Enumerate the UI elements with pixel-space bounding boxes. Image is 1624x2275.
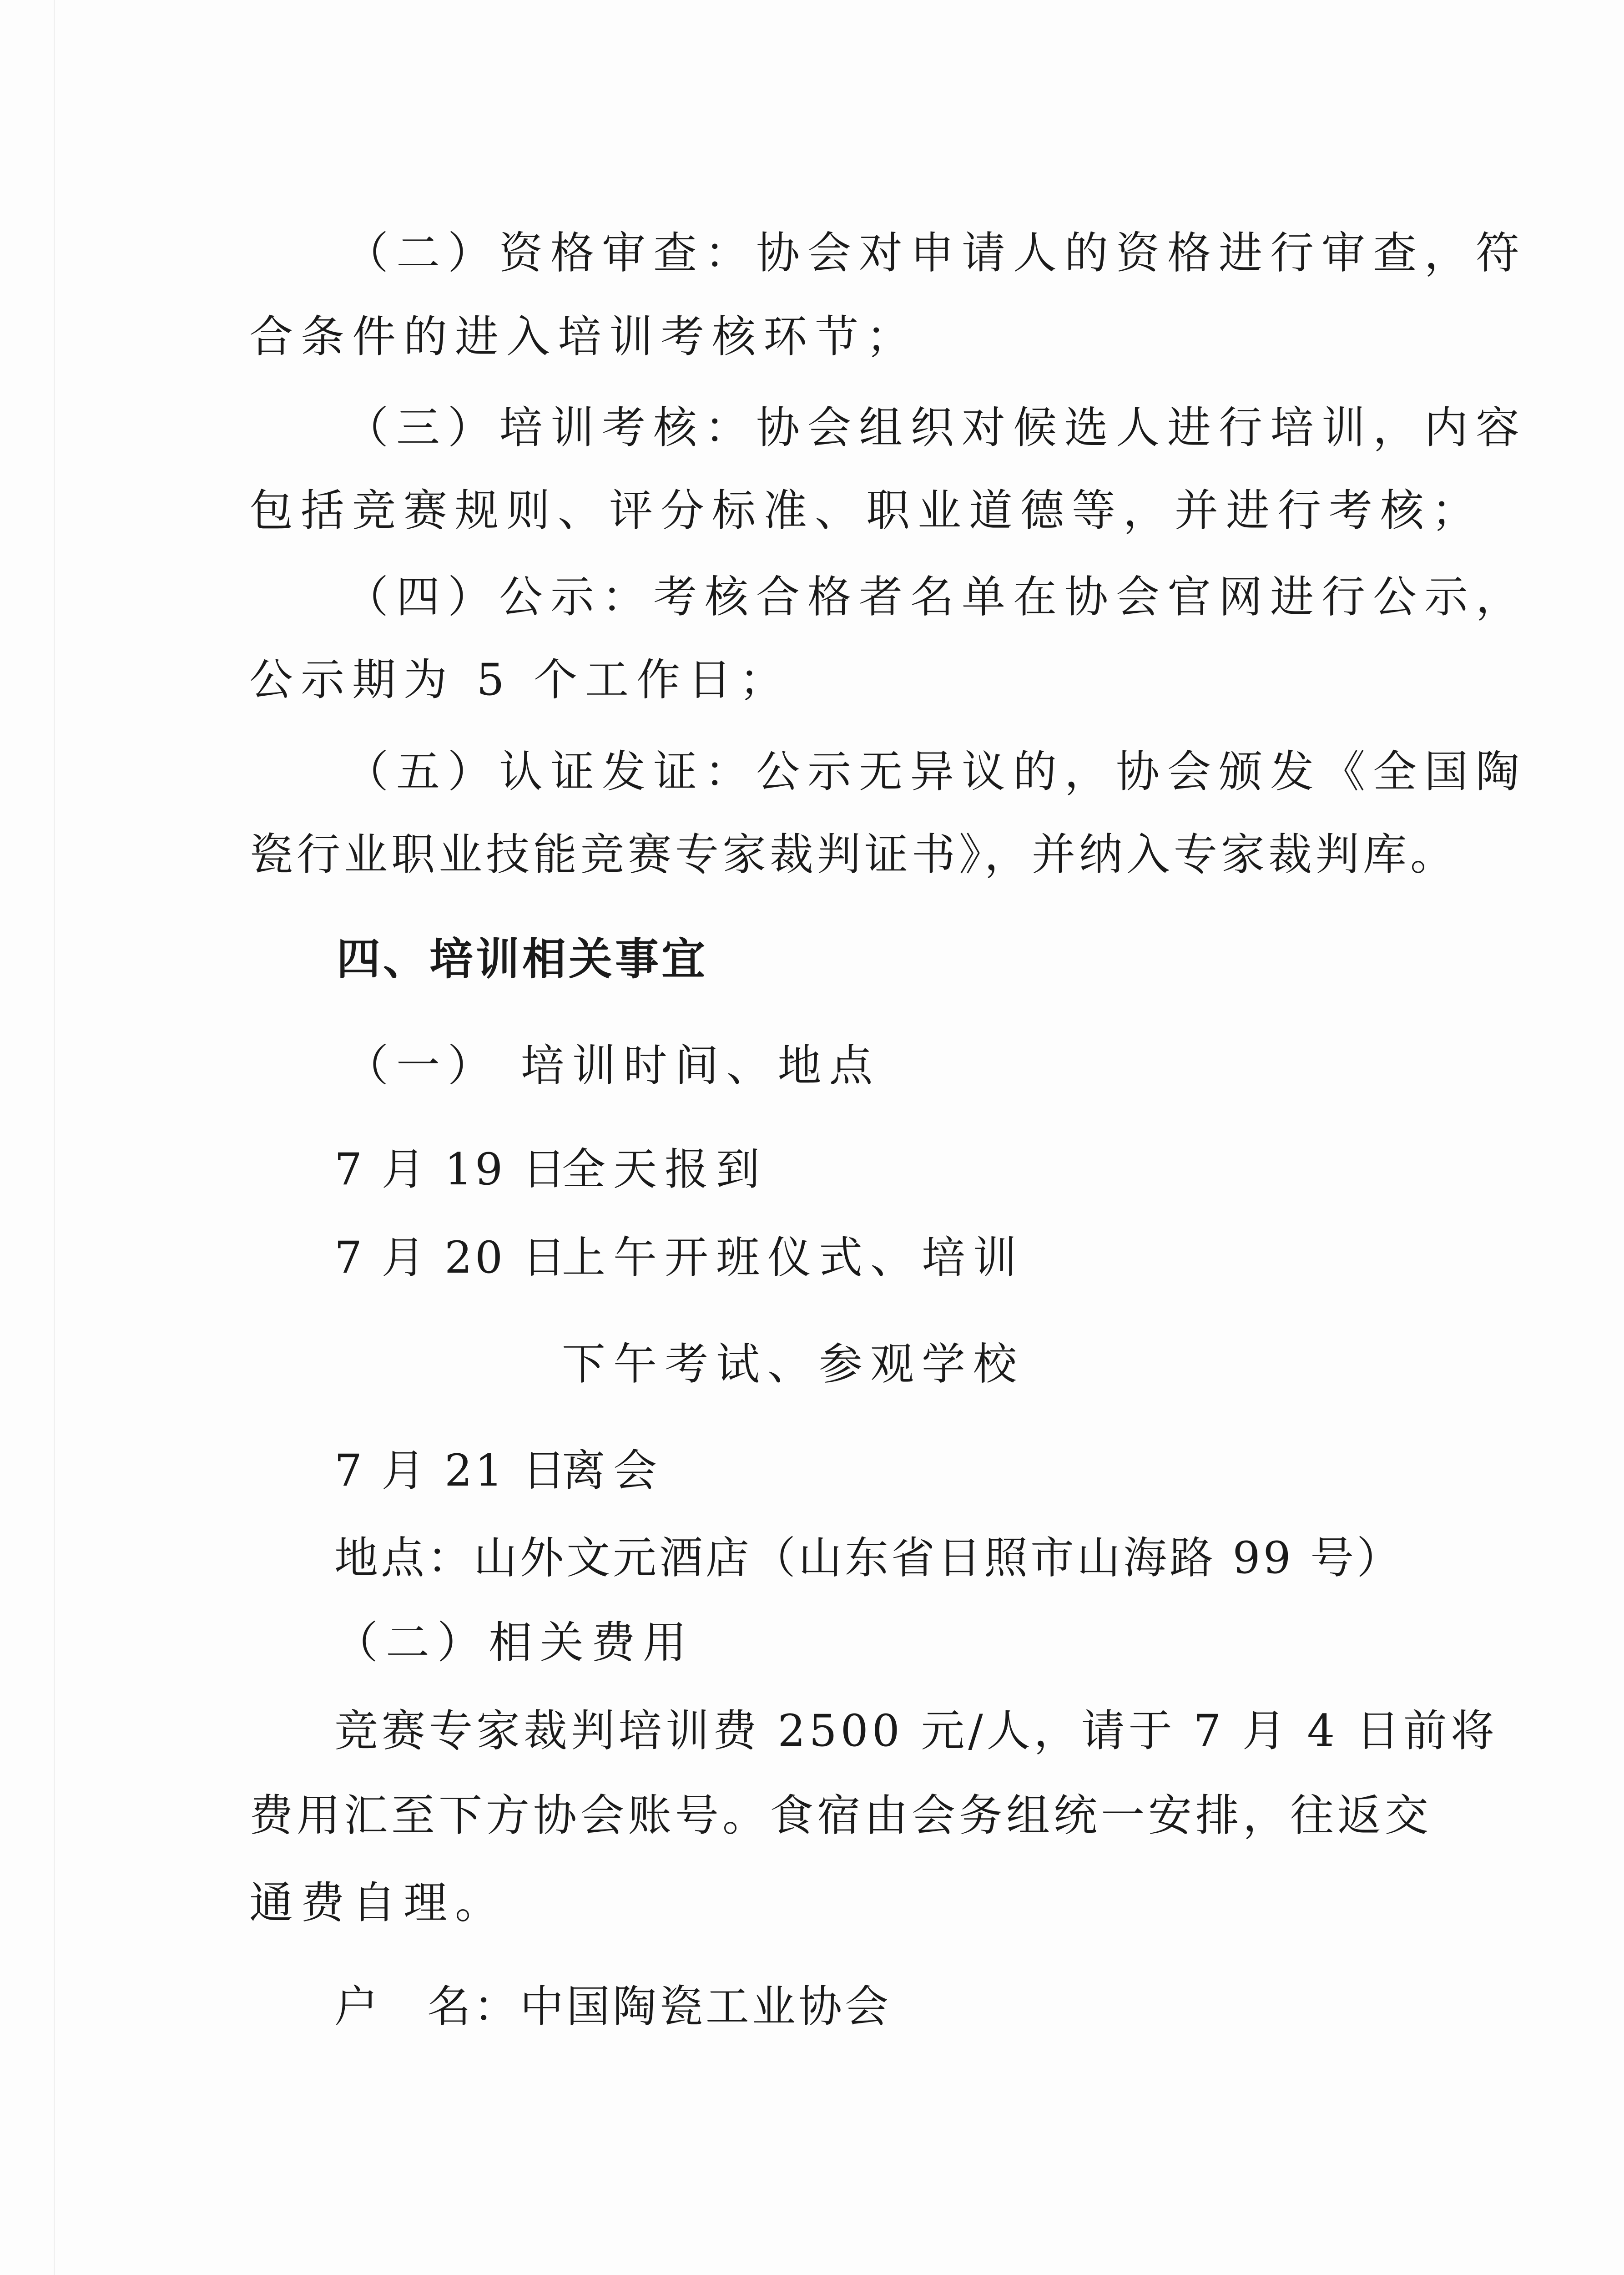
schedule-activity: 全天报到 [562, 1144, 767, 1195]
schedule-activity: 下午考试、参观学校 [562, 1339, 1024, 1390]
certification-line-1: （五）认证发证：公示无异议的，协会颁发《全国陶 [345, 746, 1527, 797]
schedule-row-2 [334, 1230, 1153, 1285]
location-line: 地点：山外文元酒店（山东省日照市山海路 99 号） [334, 1532, 1403, 1583]
schedule-activity: 离会 [562, 1445, 665, 1496]
review-line-1: （二）资格审查：协会对申请人的资格进行审查，符 [345, 228, 1527, 278]
schedule-row-4 [334, 1443, 1062, 1498]
training-exam-line-1: （三）培训考核：协会组织对候选人进行培训，内容 [345, 402, 1527, 453]
schedule-row-3 [334, 1337, 1153, 1391]
schedule-activity: 上午开班仪式、培训 [562, 1232, 1024, 1283]
section-four-heading: 四、培训相关事宜 [337, 934, 708, 985]
fees-line-2: 费用汇至下方协会账号。食宿由会务组统一安排，往返交 [249, 1790, 1432, 1841]
schedule-date: 7 月 19 日 [334, 1144, 569, 1195]
time-place-heading: （一） 培训时间、地点 [345, 1040, 881, 1091]
account-name-line: 户 名：中国陶瓷工业协会 [334, 1981, 891, 2032]
schedule-date: 7 月 21 日 [334, 1445, 569, 1496]
fees-line-1: 竞赛专家裁判培训费 2500 元/人，请于 7 月 4 日前将 [334, 1705, 1498, 1756]
review-line-2: 合条件的进入培训考核环节； [249, 311, 918, 362]
publicity-line-2: 公示期为 5 个工作日； [249, 654, 791, 705]
certification-line-2: 瓷行业职业技能竞赛专家裁判证书》，并纳入专家裁判库。 [249, 829, 1458, 880]
schedule-date: 7 月 20 日 [334, 1232, 569, 1283]
schedule-row-1 [334, 1142, 1062, 1197]
fees-heading: （二）相关费用 [334, 1617, 694, 1668]
fees-line-3: 通费自理。 [249, 1877, 506, 1928]
training-exam-line-2: 包括竞赛规则、评分标准、职业道德等，并进行考核； [249, 485, 1483, 536]
scan-edge-mark [54, 0, 55, 2275]
publicity-line-1: （四）公示：考核合格者名单在协会官网进行公示， [345, 571, 1527, 622]
